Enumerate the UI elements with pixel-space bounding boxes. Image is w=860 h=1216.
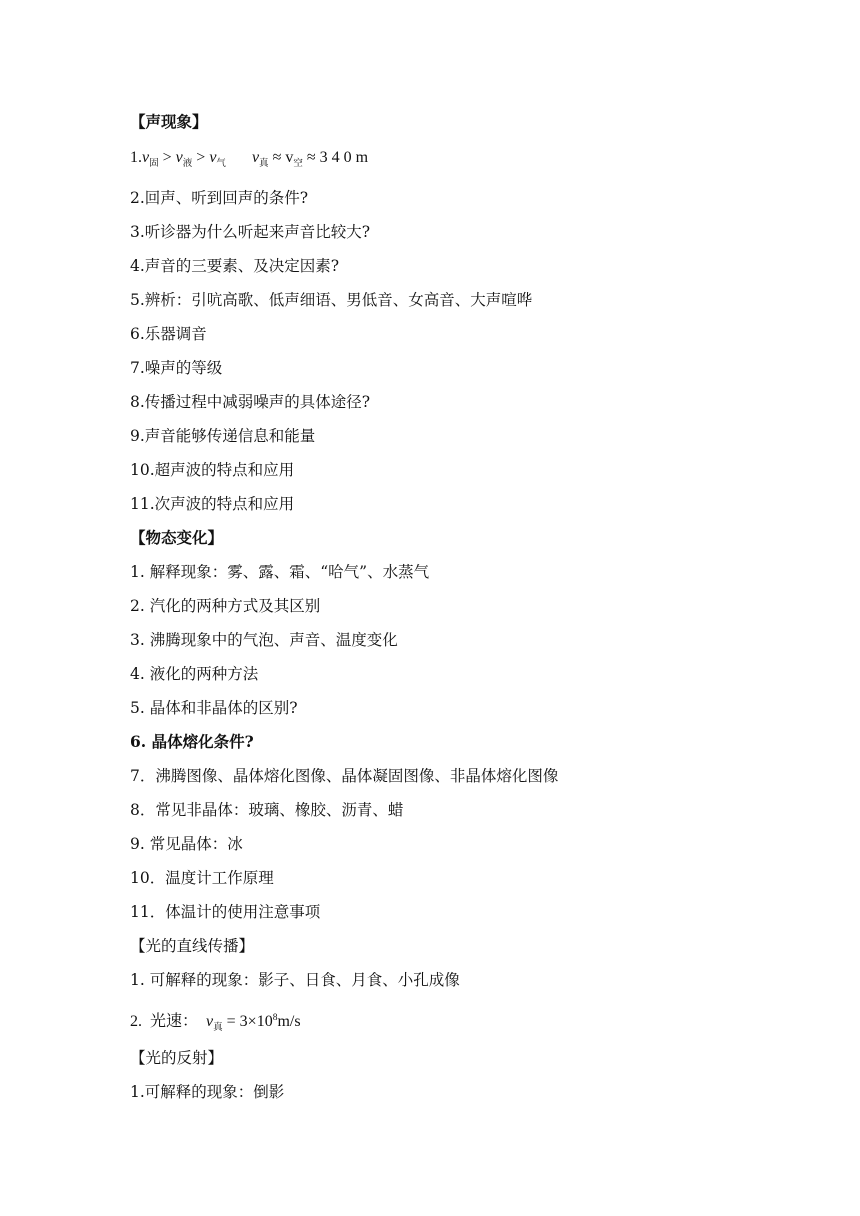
sound-item: 10.超声波的特点和应用 <box>130 461 295 479</box>
sound-item: 9.声音能够传递信息和能量 <box>130 427 316 445</box>
sound-item: 11.次声波的特点和应用 <box>130 495 295 513</box>
light-speed-v: v <box>206 1013 214 1030</box>
section-heading-sound: 【声现象】 <box>130 112 208 131</box>
state-change-item: 2. 汽化的两种方式及其区别 <box>130 597 321 615</box>
sound-item: 5.辨析：引吭高歌、低声细语、男低音、女高音、大声喧哗 <box>130 291 533 309</box>
formula-approx-2: ≈ <box>302 149 320 166</box>
state-change-item: 10．温度计工作原理 <box>130 869 274 887</box>
light-reflection-item: 1.可解释的现象：倒影 <box>130 1083 285 1101</box>
formula-gt-2: > <box>192 149 210 166</box>
sound-item: 8.传播过程中减弱噪声的具体途径? <box>130 393 371 411</box>
section-heading-light-straight: 【光的直线传播】 <box>130 937 255 955</box>
sound-item: 7.噪声的等级 <box>130 359 223 377</box>
state-change-item: 3. 沸腾现象中的气泡、声音、温度变化 <box>130 631 398 649</box>
light-speed-sub: 真 <box>213 1023 223 1033</box>
state-change-item: 7．沸腾图像、晶体熔化图像、晶体凝固图像、非晶体熔化图像 <box>130 767 559 785</box>
formula-prefix: 1. <box>130 149 142 166</box>
state-change-item: 11．体温计的使用注意事项 <box>130 903 321 921</box>
state-change-item: 4. 液化的两种方法 <box>130 665 259 683</box>
light-speed-exp: 8 <box>272 1013 278 1023</box>
section-heading-state-change: 【物态变化】 <box>130 528 224 547</box>
light-speed-unit: m/s <box>277 1013 301 1030</box>
sound-speed-formula <box>130 148 368 174</box>
formula-v-gas: v <box>209 149 217 166</box>
formula-sub-solid: 固 <box>149 159 159 169</box>
sound-item: 4.声音的三要素、及决定因素? <box>130 257 340 275</box>
light-straight-item: 1. 可解释的现象：影子、日食、月食、小孔成像 <box>130 971 460 989</box>
formula-sub-liquid: 液 <box>182 159 193 169</box>
formula-v-solid: v <box>142 149 150 166</box>
state-change-item: 8．常见非晶体：玻璃、橡胶、沥青、蜡 <box>130 801 404 819</box>
light-speed-eq: = 3×10 <box>222 1013 273 1030</box>
formula-approx-1: ≈ <box>268 149 286 166</box>
sound-item: 6.乐器调音 <box>130 325 207 343</box>
sound-item: 3.听诊器为什么听起来声音比较大? <box>130 223 371 241</box>
state-change-item: 5. 晶体和非晶体的区别? <box>130 699 298 717</box>
sound-item: 2.回声、听到回声的条件? <box>130 189 309 207</box>
formula-v-air: v <box>285 149 294 166</box>
formula-sub-gas: 气 <box>216 159 226 169</box>
section-heading-light-reflection: 【光的反射】 <box>130 1049 224 1067</box>
formula-v-vacuum: v <box>251 149 260 166</box>
state-change-item: 1. 解释现象：雾、露、霜、“哈气”、水蒸气 <box>130 563 430 581</box>
state-change-item-bold: 6. 晶体熔化条件? <box>130 732 254 751</box>
state-change-item: 9. 常见晶体：冰 <box>130 835 243 853</box>
formula-sub-vacuum: 真 <box>259 159 269 169</box>
light-speed-formula <box>130 1008 301 1038</box>
light-speed-prefix: 2. 光速： <box>130 1013 199 1030</box>
formula-v-liquid: v <box>175 149 183 166</box>
formula-gt-1: > <box>158 149 176 166</box>
formula-sub-air: 空 <box>293 159 303 169</box>
formula-value: 3 4 0 m <box>319 149 369 166</box>
